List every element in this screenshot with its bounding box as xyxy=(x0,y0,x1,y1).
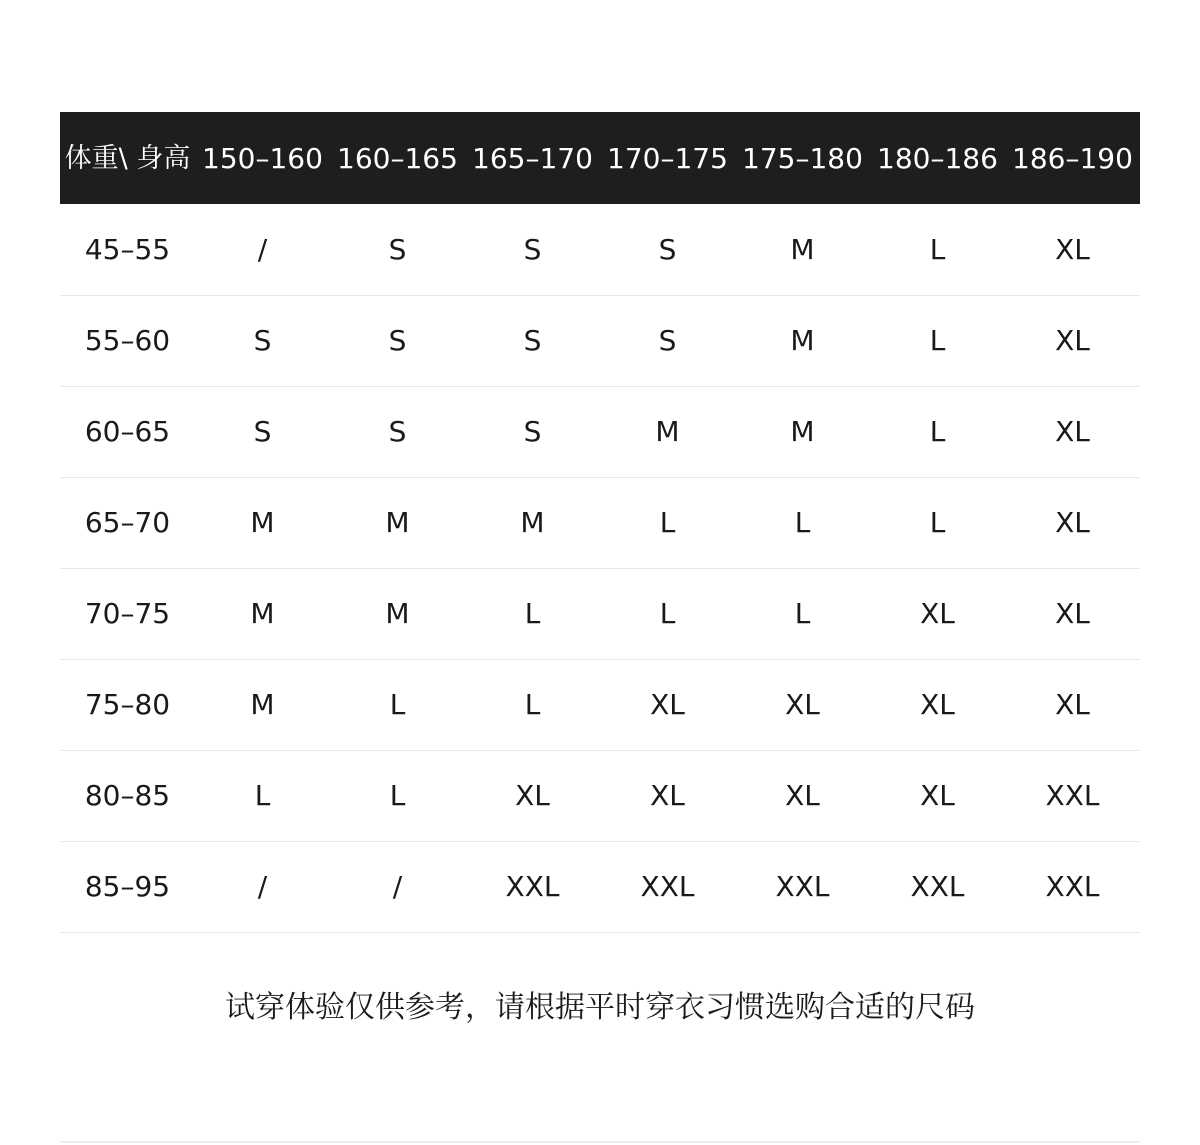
size-cell: L xyxy=(659,506,676,539)
size-cell: XL xyxy=(1055,597,1090,630)
weight-cell: 55–60 xyxy=(84,324,171,357)
size-cell: L xyxy=(389,779,406,812)
size-cell: L xyxy=(659,597,676,630)
size-cell: XL xyxy=(650,779,685,812)
table-row xyxy=(60,568,1140,659)
size-cell: S xyxy=(253,415,272,448)
size-cell: M xyxy=(385,597,410,630)
weight-cell: 80–85 xyxy=(84,779,171,812)
table-row xyxy=(60,477,1140,568)
size-cell: S xyxy=(388,324,407,357)
height-header: 160–165 xyxy=(337,141,458,175)
size-cell: XL xyxy=(785,779,820,812)
bottom-divider xyxy=(60,1141,1140,1143)
size-cell: S xyxy=(658,232,677,266)
weight-cell: 70–75 xyxy=(84,597,171,630)
size-cell: XL xyxy=(785,688,820,721)
height-header: 180–186 xyxy=(877,141,998,175)
size-cell: L xyxy=(929,415,946,448)
weight-cell: 65–70 xyxy=(84,506,171,539)
size-cell: M xyxy=(790,232,815,266)
size-cell: S xyxy=(523,324,542,357)
size-cell: XXL xyxy=(640,870,695,903)
height-header: 150–160 xyxy=(202,141,323,175)
size-cell: S xyxy=(523,415,542,448)
table-row xyxy=(60,386,1140,477)
table-header-row xyxy=(60,112,1140,204)
weight-cell: 45–55 xyxy=(84,232,171,266)
size-cell: L xyxy=(524,597,541,630)
size-cell: XXL xyxy=(505,870,560,903)
size-cell: M xyxy=(250,597,275,630)
size-chart-table xyxy=(60,112,1140,933)
size-cell: S xyxy=(253,324,272,357)
height-header: 165–170 xyxy=(472,141,593,175)
table-row xyxy=(60,204,1140,295)
size-cell: XL xyxy=(1055,506,1090,539)
size-cell: L xyxy=(794,506,811,539)
size-cell: M xyxy=(790,415,815,448)
size-cell: / xyxy=(257,870,268,903)
table-row xyxy=(60,750,1140,841)
size-cell: M xyxy=(385,506,410,539)
size-cell: L xyxy=(929,324,946,357)
size-cell: L xyxy=(929,232,946,266)
size-cell: XL xyxy=(650,688,685,721)
size-cell: S xyxy=(523,232,542,266)
size-cell: S xyxy=(388,232,407,266)
size-cell: L xyxy=(929,506,946,539)
size-cell: XL xyxy=(1055,324,1090,357)
fit-note: 试穿体验仅供参考，请根据平时穿衣习惯选购合适的尺码 xyxy=(225,990,975,1025)
size-cell: / xyxy=(257,232,268,266)
size-cell: XXL xyxy=(1045,870,1100,903)
size-cell: XL xyxy=(1055,688,1090,721)
size-cell: / xyxy=(392,870,403,903)
weight-cell: 60–65 xyxy=(84,415,171,448)
size-cell: S xyxy=(388,415,407,448)
height-header: 186–190 xyxy=(1012,141,1133,175)
size-cell: XL xyxy=(1055,232,1090,266)
size-cell: M xyxy=(655,415,680,448)
table-row xyxy=(60,841,1140,932)
weight-cell: 75–80 xyxy=(84,688,171,721)
size-cell: XXL xyxy=(1045,779,1100,812)
size-cell: M xyxy=(790,324,815,357)
corner-header: 体重\ 身高 xyxy=(64,142,191,174)
size-cell: L xyxy=(524,688,541,721)
size-cell: XL xyxy=(920,597,955,630)
size-cell: M xyxy=(250,506,275,539)
weight-cell: 85–95 xyxy=(84,870,171,903)
size-cell: L xyxy=(794,597,811,630)
table-row xyxy=(60,295,1140,386)
size-cell: L xyxy=(389,688,406,721)
table-row xyxy=(60,659,1140,750)
size-cell: XXL xyxy=(775,870,830,903)
height-header: 170–175 xyxy=(607,141,728,175)
height-header: 175–180 xyxy=(742,141,863,175)
size-cell: S xyxy=(658,324,677,357)
size-cell: M xyxy=(250,688,275,721)
size-cell: XXL xyxy=(910,870,965,903)
size-cell: M xyxy=(520,506,545,539)
size-cell: L xyxy=(254,779,271,812)
size-cell: XL xyxy=(920,779,955,812)
size-cell: XL xyxy=(1055,415,1090,448)
size-cell: XL xyxy=(920,688,955,721)
size-cell: XL xyxy=(515,779,550,812)
